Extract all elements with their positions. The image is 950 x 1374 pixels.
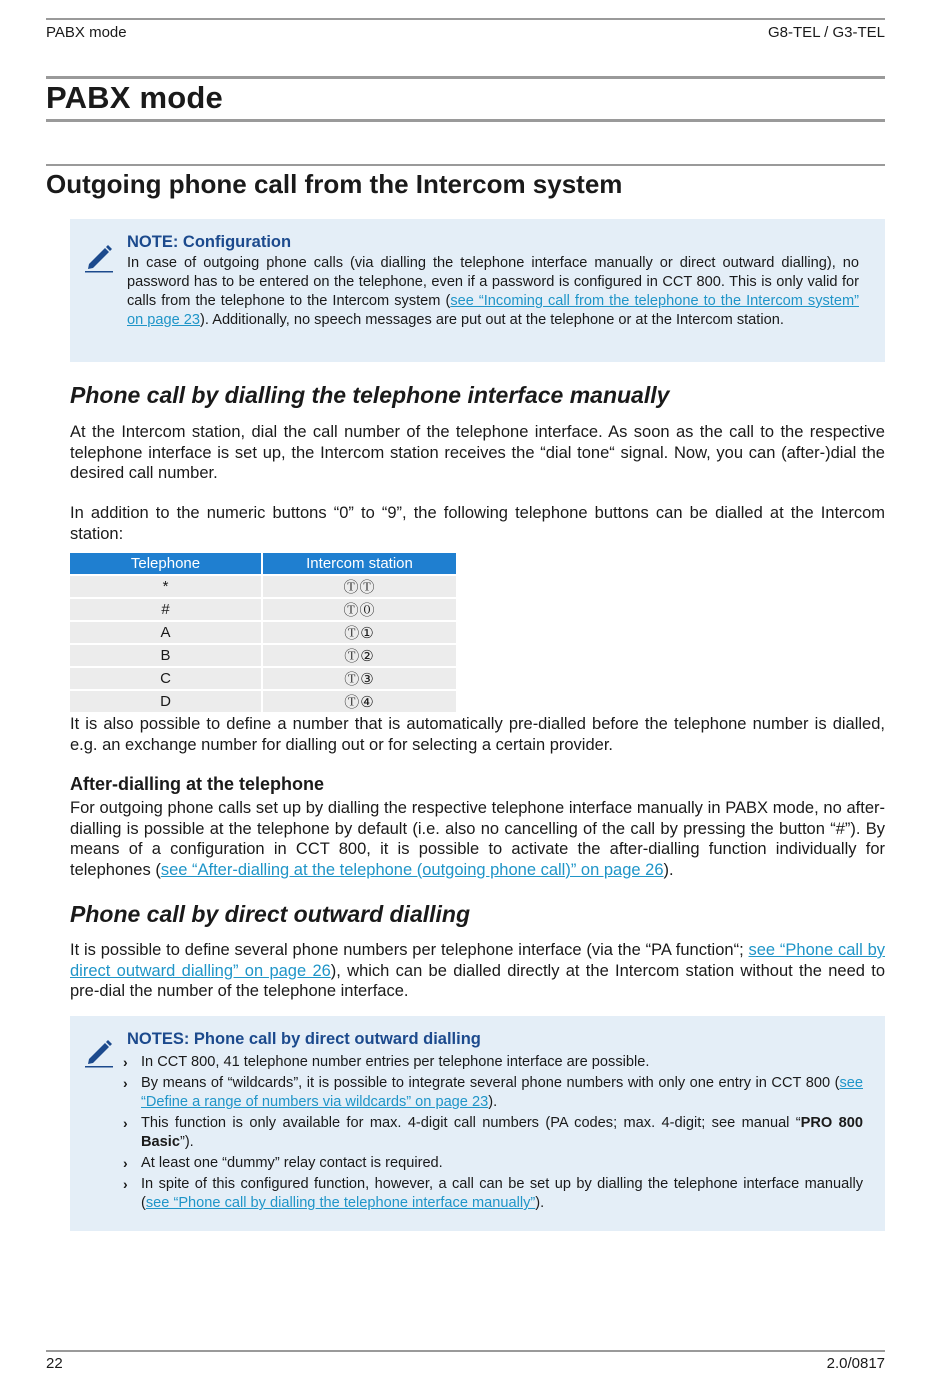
footer-version: 2.0/0817 bbox=[826, 1355, 885, 1372]
chevron-right-icon: › bbox=[123, 1115, 128, 1131]
direct-link[interactable]: see “Phone call by direct outward dialling” on page 26 bbox=[70, 941, 885, 980]
chevron-right-icon: › bbox=[123, 1075, 128, 1091]
list-item bbox=[123, 1053, 863, 1072]
after-text-a: For outgoing phone calls set up by dialling the respective telephone interface manually in PABX mode, no after-dialling is possible at the telephone by default (i.e. also no cancelling of the call by pressing the button “#”). By means of a configuration in CCT 800, it is possible to activate the after-dialling function individually for telephones ( bbox=[70, 799, 885, 879]
notes-title: NOTES: Phone call by direct outward dialling bbox=[127, 1030, 481, 1048]
table-header-telephone: Telephone bbox=[70, 553, 262, 575]
chevron-right-icon: › bbox=[123, 1176, 128, 1192]
list-item bbox=[123, 1114, 863, 1152]
pencil-icon bbox=[83, 1034, 115, 1068]
note-body bbox=[127, 254, 859, 330]
section-rule bbox=[46, 164, 885, 166]
table-header-row bbox=[70, 553, 456, 575]
section-title: Outgoing phone call from the Intercom system bbox=[46, 169, 623, 199]
table-cell-intercom: Ⓣ⓪ bbox=[262, 598, 456, 621]
header-rule bbox=[46, 18, 885, 20]
note-direct-dialling bbox=[70, 1016, 885, 1231]
paragraph-direct bbox=[70, 940, 885, 1002]
button-mapping-table bbox=[70, 553, 456, 712]
table-cell-intercom: Ⓣ④ bbox=[262, 690, 456, 712]
pencil-icon bbox=[83, 239, 115, 273]
chevron-right-icon: › bbox=[123, 1155, 128, 1171]
table-cell-intercom: Ⓣ③ bbox=[262, 667, 456, 690]
chapter-rule-top bbox=[46, 76, 885, 79]
note-title: NOTE: Configuration bbox=[127, 233, 292, 251]
table-row bbox=[70, 621, 456, 644]
manual-name: PRO 800 Basic bbox=[141, 1115, 863, 1150]
list-item bbox=[123, 1074, 863, 1112]
after-link[interactable]: see “After-dialling at the telephone (outgoing phone call)” on page 26 bbox=[160, 860, 664, 879]
note-item-text: In spite of this configured function, however, a call can be set up by dialling the telephone interface manually ( bbox=[141, 1176, 863, 1211]
paragraph-manual-3: It is also possible to define a number that is automatically pre-dialled before the telephone number is dialled, e.g. an exchange number for dialling out or for selecting a certain provider. bbox=[70, 715, 885, 754]
direct-text-a: It is possible to define several phone numbers per telephone interface (via the “PA function“; bbox=[70, 941, 749, 959]
note-item-text: ). bbox=[535, 1195, 545, 1211]
note-item-text: This function is only available for max. 4-digit call numbers (PA codes; max. 4-digit; see manual “ bbox=[141, 1115, 801, 1131]
chevron-right-icon: › bbox=[123, 1054, 128, 1070]
direct-text-b: ), which can be dialled directly at the Intercom station without the need to pre-dial the number of the telephone interface. bbox=[70, 961, 885, 1000]
footer-page-number: 22 bbox=[46, 1355, 63, 1372]
note-text-b: ). Additionally, no speech messages are put out at the telephone or at the Intercom station. bbox=[200, 312, 784, 328]
manual-dialling-link[interactable]: see “Phone call by dialling the telephone interface manually” bbox=[145, 1195, 536, 1211]
wildcards-link[interactable]: see “Define a range of numbers via wildcards” on page 23 bbox=[141, 1075, 863, 1110]
note-item-text: ”). bbox=[179, 1134, 194, 1150]
table-cell-telephone: A bbox=[70, 621, 262, 644]
header-right: G8-TEL / G3-TEL bbox=[768, 24, 885, 41]
table-cell-telephone: D bbox=[70, 690, 262, 712]
table-cell-intercom: ⓉⓉ bbox=[262, 575, 456, 598]
list-item bbox=[123, 1175, 863, 1213]
header-left: PABX mode bbox=[46, 24, 127, 41]
subsection-title-manual: Phone call by dialling the telephone interface manually bbox=[70, 382, 670, 408]
after-text-b: ). bbox=[663, 860, 674, 879]
note-configuration bbox=[70, 219, 885, 362]
table-header-intercom: Intercom station bbox=[262, 553, 456, 575]
footer-rule bbox=[46, 1350, 885, 1352]
list-item bbox=[123, 1154, 863, 1173]
notes-list bbox=[123, 1053, 863, 1215]
note-item-text: By means of “wildcards”, it is possible to integrate several phone numbers with only one entry in CCT 800 ( bbox=[141, 1075, 840, 1091]
chapter-title: PABX mode bbox=[46, 80, 223, 115]
table-cell-telephone: B bbox=[70, 644, 262, 667]
table-row bbox=[70, 644, 456, 667]
note-text-a: In case of outgoing phone calls (via dialling the telephone interface manually or direct outward dialling), no password has to be entered on the telephone, even if a password is configured in CCT 800. This is only valid for calls from the telephone to the Intercom system ( bbox=[127, 255, 859, 309]
subsection-title-direct: Phone call by direct outward dialling bbox=[70, 901, 471, 927]
note-item-text: In CCT 800, 41 telephone number entries per telephone interface are possible. bbox=[141, 1054, 650, 1070]
table-cell-intercom: Ⓣ② bbox=[262, 644, 456, 667]
table-cell-intercom: Ⓣ① bbox=[262, 621, 456, 644]
table-row bbox=[70, 575, 456, 598]
paragraph-manual-2: In addition to the numeric buttons “0” to “9”, the following telephone buttons can be dialled at the Intercom station: bbox=[70, 504, 885, 543]
table-cell-telephone: C bbox=[70, 667, 262, 690]
note-item-text: At least one “dummy” relay contact is required. bbox=[141, 1155, 443, 1171]
note-item-text: ). bbox=[488, 1094, 498, 1110]
note-link[interactable]: see “Incoming call from the telephone to the Intercom system” on page 23 bbox=[127, 293, 859, 328]
paragraph-manual-1: At the Intercom station, dial the call number of the telephone interface. As soon as the call to the respective telephone interface is set up, the Intercom station receives the “dial tone“ signal. Now, you can (after-)dial the desired call number. bbox=[70, 423, 885, 482]
after-dialling-paragraph bbox=[70, 798, 885, 880]
table-row bbox=[70, 598, 456, 621]
table-row bbox=[70, 667, 456, 690]
table-cell-telephone: # bbox=[70, 598, 262, 621]
table-row bbox=[70, 690, 456, 712]
chapter-rule-bottom bbox=[46, 119, 885, 122]
table-cell-telephone: * bbox=[70, 575, 262, 598]
after-dialling-title: After-dialling at the telephone bbox=[70, 774, 325, 794]
